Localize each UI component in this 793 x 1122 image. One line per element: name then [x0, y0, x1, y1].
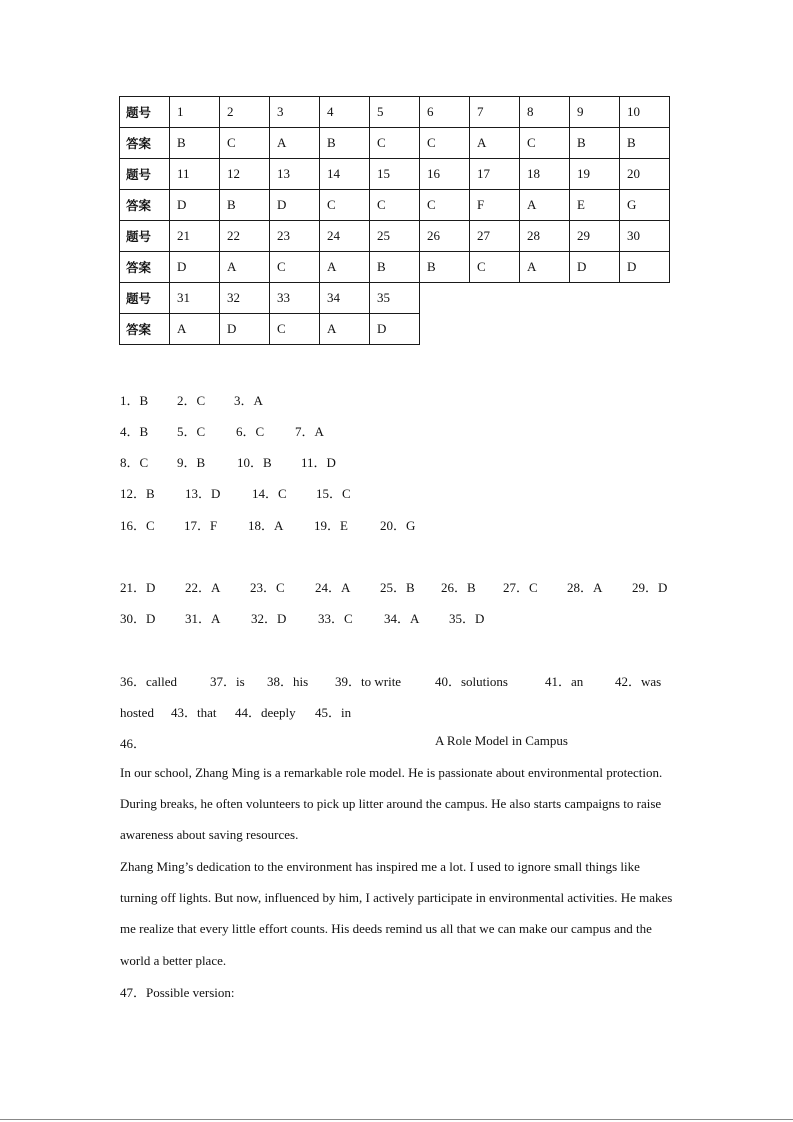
answer-item: 23．C [250, 580, 285, 595]
table-cell: B [420, 252, 470, 283]
table-cell: 7 [470, 97, 520, 128]
essay-paragraph-2: Zhang Ming’s dedication to the environment has inspired me a lot. I used to ignore small things like turning off lights. But now, influenced by him, I actively participate in environmental activities. He makes me realize that every little effort counts. His deeds remind us all that we can make our campus and the world a better place. [120, 859, 673, 968]
answer-item: 9．B [177, 455, 206, 470]
table-cell: 13 [270, 159, 320, 190]
answer-item: 38．his [267, 674, 309, 689]
table-cell: D [170, 190, 220, 221]
row-header: 题号 [120, 283, 170, 314]
row-header: 答案 [120, 128, 170, 159]
answer-line [120, 577, 667, 596]
answer-item: 3．A [234, 393, 263, 408]
table-cell: B [220, 190, 270, 221]
answer-line [120, 483, 351, 502]
answer-item: 36．called [120, 674, 178, 689]
table-cell: D [270, 190, 320, 221]
answer-item: 6．C [236, 424, 265, 439]
answer-table-row [120, 128, 670, 159]
table-cell: C [270, 252, 320, 283]
answer-item: 17．F [184, 518, 218, 533]
answer-item: 18．A [248, 518, 284, 533]
answer-item: 12．B [120, 486, 155, 501]
answer-item: 43．that [171, 705, 217, 720]
table-cell: D [620, 252, 670, 283]
table-cell: C [270, 314, 320, 345]
table-cell: 23 [270, 221, 320, 252]
table-cell: D [170, 252, 220, 283]
table-cell: 3 [270, 97, 320, 128]
empty-cell [470, 283, 520, 314]
table-cell: F [470, 190, 520, 221]
answer-item: 2．C [177, 393, 206, 408]
answer-item: 4．B [120, 424, 149, 439]
answer-line [120, 390, 263, 409]
table-cell: 24 [320, 221, 370, 252]
table-cell: 21 [170, 221, 220, 252]
answer-table-row [120, 190, 670, 221]
answer-item: 35．D [449, 611, 485, 626]
answer-item: 34．A [384, 611, 420, 626]
table-cell: 16 [420, 159, 470, 190]
answer-item: hosted [120, 705, 154, 720]
answer-item: 27．C [503, 580, 538, 595]
table-cell: B [320, 128, 370, 159]
table-cell: 11 [170, 159, 220, 190]
table-cell: C [320, 190, 370, 221]
answer-item: 20．G [380, 518, 416, 533]
table-cell: 1 [170, 97, 220, 128]
table-cell: A [320, 314, 370, 345]
answer-item: 30．D [120, 611, 156, 626]
answer-item: 44．deeply [235, 705, 296, 720]
answer-item: 37．is [210, 674, 245, 689]
table-cell: 31 [170, 283, 220, 314]
answer-item: 28．A [567, 580, 603, 595]
answer-item: 5．C [177, 424, 206, 439]
answer-item: 13．D [185, 486, 221, 501]
table-cell: 6 [420, 97, 470, 128]
answer-item: 19．E [314, 518, 348, 533]
empty-cell [470, 314, 520, 345]
table-cell: A [520, 190, 570, 221]
empty-cell [420, 283, 470, 314]
answer-item: 7．A [295, 424, 324, 439]
table-cell: 32 [220, 283, 270, 314]
table-cell: B [170, 128, 220, 159]
table-cell: A [170, 314, 220, 345]
answer-line [120, 702, 351, 721]
answer-item: 22．A [185, 580, 221, 595]
table-cell: 26 [420, 221, 470, 252]
table-cell: 35 [370, 283, 420, 314]
table-cell: 25 [370, 221, 420, 252]
answer-table-row [120, 314, 670, 345]
table-cell: A [470, 128, 520, 159]
table-cell: D [220, 314, 270, 345]
table-cell: 30 [620, 221, 670, 252]
table-cell: C [520, 128, 570, 159]
answer-item: 1．B [120, 393, 149, 408]
table-cell: C [420, 128, 470, 159]
table-cell: 33 [270, 283, 320, 314]
answer-item: 8．C [120, 455, 149, 470]
empty-cell [570, 283, 620, 314]
answer-item: 11．D [301, 455, 336, 470]
row-header: 题号 [120, 221, 170, 252]
essay-number: 46． [120, 736, 147, 751]
answer-item: 32．D [251, 611, 287, 626]
essay-paragraph-1: In our school, Zhang Ming is a remarkable role model. He is passionate about environmental protection. During breaks, he often volunteers to pick up litter around the campus. He also starts campaigns to raise awareness about saving resources. [120, 765, 663, 843]
answer-item: 24．A [315, 580, 351, 595]
empty-cell [420, 314, 470, 345]
table-cell: G [620, 190, 670, 221]
empty-cell [520, 283, 570, 314]
answer-line [120, 671, 661, 690]
table-cell: 18 [520, 159, 570, 190]
table-cell: 9 [570, 97, 620, 128]
answer-line [120, 515, 415, 534]
answer-table-row [120, 221, 670, 252]
table-cell: 4 [320, 97, 370, 128]
table-cell: C [370, 190, 420, 221]
answer-table-row [120, 252, 670, 283]
table-cell: B [370, 252, 420, 283]
row-header: 答案 [120, 314, 170, 345]
empty-cell [570, 314, 620, 345]
empty-cell [620, 283, 670, 314]
table-cell: D [370, 314, 420, 345]
table-cell: C [370, 128, 420, 159]
answer-item: 21．D [120, 580, 156, 595]
essay-title: A Role Model in Campus [435, 733, 568, 748]
answer-table-row [120, 97, 670, 128]
table-cell: A [520, 252, 570, 283]
table-cell: 12 [220, 159, 270, 190]
answer-line [120, 421, 324, 440]
answer-line [120, 452, 336, 471]
answer-item: 42．was [615, 674, 662, 689]
empty-cell [520, 314, 570, 345]
answer-item: 15．C [316, 486, 351, 501]
answer-item: 14．C [252, 486, 287, 501]
table-cell: 14 [320, 159, 370, 190]
answer-item: 41．an [545, 674, 584, 689]
table-cell: D [570, 252, 620, 283]
table-cell: A [320, 252, 370, 283]
table-cell: 22 [220, 221, 270, 252]
table-cell: 17 [470, 159, 520, 190]
row-header: 题号 [120, 159, 170, 190]
table-cell: A [220, 252, 270, 283]
answer-item: 10．B [237, 455, 272, 470]
table-cell: C [220, 128, 270, 159]
table-cell: 5 [370, 97, 420, 128]
table-cell: 15 [370, 159, 420, 190]
table-cell: E [570, 190, 620, 221]
next-question-line: 47．Possible version: [120, 985, 235, 1000]
answer-table-row [120, 283, 670, 314]
table-cell: B [570, 128, 620, 159]
answer-item: 26．B [441, 580, 476, 595]
answer-item: 39．to write [335, 674, 402, 689]
row-header: 答案 [120, 252, 170, 283]
table-cell: 27 [470, 221, 520, 252]
table-cell: 20 [620, 159, 670, 190]
answer-item: 16．C [120, 518, 155, 533]
essay-title-line [120, 733, 675, 752]
table-cell: A [270, 128, 320, 159]
answer-table [119, 96, 670, 345]
empty-cell [620, 314, 670, 345]
row-header: 题号 [120, 97, 170, 128]
table-cell: C [420, 190, 470, 221]
answer-line [120, 608, 484, 627]
table-cell: 10 [620, 97, 670, 128]
table-cell: 28 [520, 221, 570, 252]
answer-table-row [120, 159, 670, 190]
table-cell: 8 [520, 97, 570, 128]
table-cell: 29 [570, 221, 620, 252]
row-header: 答案 [120, 190, 170, 221]
answer-item: 33．C [318, 611, 353, 626]
table-cell: 34 [320, 283, 370, 314]
table-cell: 19 [570, 159, 620, 190]
table-cell: C [470, 252, 520, 283]
answer-item: 45．in [315, 705, 352, 720]
table-cell: B [620, 128, 670, 159]
answer-item: 25．B [380, 580, 415, 595]
table-cell: 2 [220, 97, 270, 128]
answer-item: 40．solutions [435, 674, 508, 689]
answer-item: 29．D [632, 580, 668, 595]
answer-item: 31．A [185, 611, 221, 626]
page-bottom-rule [0, 1119, 793, 1120]
